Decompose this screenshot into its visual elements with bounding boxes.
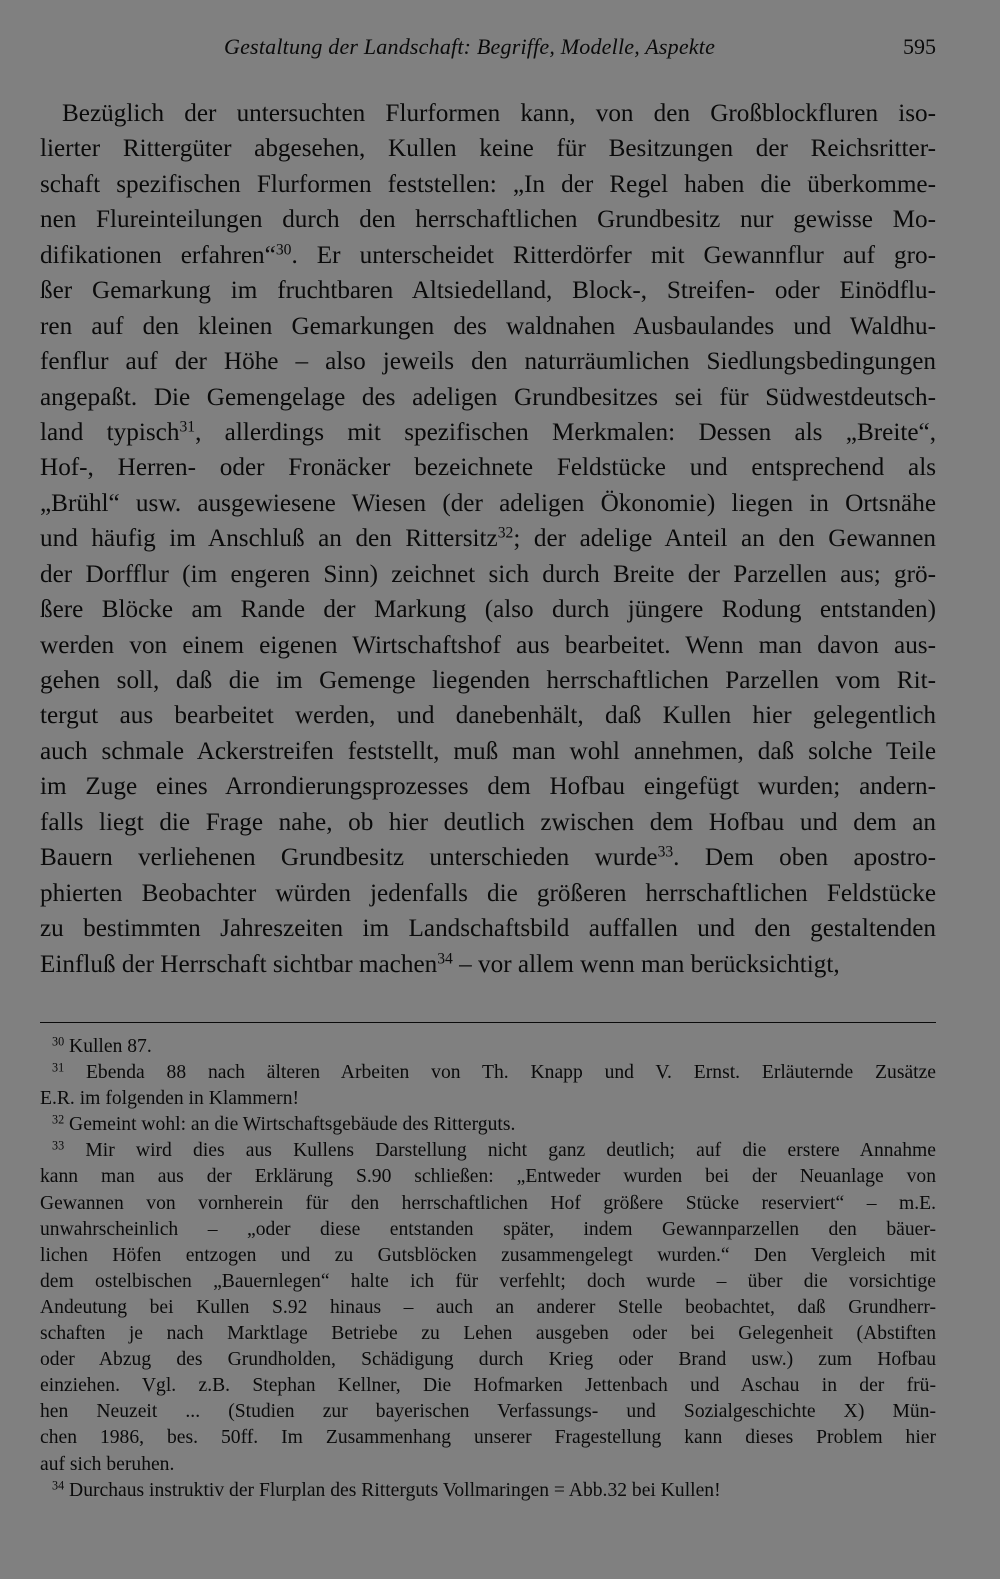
body-line [40,167,936,202]
footnote-marker: 33 [52,1138,65,1153]
text-run: Mir wird dies aus Kullens Darstellung nicht ganz deutlich; auf die erstere Annahme [64,1140,936,1162]
body-line [40,486,936,521]
text-run: – vor allem wenn man berücksichtigt, [452,950,840,978]
body-line [40,131,936,166]
body-line [40,380,936,415]
footnote-marker: 32 [52,1112,65,1127]
footnote-line [40,1452,936,1478]
body-line [40,592,936,627]
text-run: angepaßt. Die Gemengelage des adeligen Grundbesitzes sei für Südwestdeutsch- [40,383,936,411]
text-run: gehen soll, daß die im Gemenge liegenden herrschaftlichen Parzellen vom Rit- [40,667,936,694]
body-line [40,557,936,592]
footnote-marker: 30 [52,1034,65,1049]
body-line [40,876,936,911]
footnote-line [40,1243,936,1269]
footnote-line [40,1060,936,1086]
body-line [40,628,936,663]
text-run: schaften je nach Marktlage Betriebe zu Lehen ausgeben oder bei Gelegenheit (Abstiften [40,1323,936,1345]
text-run: nen Flureinteilungen durch den herrschaftlichen Grundbesitz nur gewisse Mo- [40,206,936,234]
text-run: der Dorfflur (im engeren Sinn) zeichnet sich durch Breite der Parzellen aus; grö- [40,560,936,588]
text-run: zu bestimmten Jahreszeiten im Landschaftsbild auffallen und den gestaltenden [40,915,936,943]
text-run: auf sich beruhen. [40,1453,175,1475]
text-run: werden von einem eigenen Wirtschaftshof aus bearbeitet. Wenn man davon aus- [40,631,936,659]
text-run: oder Abzug des Grundholden, Schädigung durch Krieg oder Brand usw.) zum Hofbau [40,1349,936,1371]
text-run: „Brühl“ usw. ausgewiesene Wiesen (der adeligen Ökonomie) liegen in Ortsnähe [40,489,936,517]
body-line [40,309,936,344]
footnote-marker: 34 [437,949,453,967]
footnote-line [40,1217,936,1243]
text-run: Kullen 87. [64,1036,152,1057]
footnote-line [40,1478,936,1504]
body-line [40,663,936,698]
text-run: Bezüglich der untersuchten Flurformen kann, von den Großblockfluren iso- [62,100,936,127]
text-run: fenflur auf der Höhe – also jeweils den naturräumlichen Siedlungsbedingungen [40,348,936,376]
text-run: im Zuge eines Arrondierungsprozesses dem Hofbau eingefügt wurden; andern- [40,773,936,801]
body-line [40,840,936,875]
body-line [40,273,936,308]
footnote-line [40,1269,936,1295]
text-run: ; der adelige Anteil an den Gewannen [513,525,936,553]
text-run: ren auf den kleinen Gemarkungen des waldnahen Ausbaulandes und Waldhu- [40,312,936,340]
footnote-marker: 30 [275,241,292,259]
text-run: einziehen. Vgl. z.B. Stephan Kellner, Die Hofmarken Jettenbach und Aschau in der frü- [40,1375,936,1397]
footnote-marker: 32 [497,524,514,542]
page-number: 595 [903,34,936,59]
text-run: auch schmale Ackerstreifen feststellt, muß man wohl annehmen, daß solche Teile [40,737,936,765]
body-line [40,521,936,556]
text-run: Bauern verliehenen Grundbesitz unterschieden wurde [40,844,658,872]
text-run: E.R. im folgenden in Klammern! [40,1088,300,1110]
text-run: unwahrscheinlich – „oder diese entstanden später, indem Gewannparzellen den bäuer- [40,1218,936,1240]
footnote-line [40,1138,936,1164]
body-text [40,96,936,982]
footnote-marker: 34 [52,1477,65,1492]
footnotes [40,1034,936,1504]
body-line [40,698,936,733]
footnote-marker: 33 [657,843,674,861]
body-line [40,911,936,946]
body-line [40,769,936,804]
text-run: ßere Blöcke am Rande der Markung (also durch jüngere Rodung entstanden) [40,596,936,624]
footnote-line [40,1112,936,1138]
body-line [40,238,936,273]
footnote-line [40,1399,936,1425]
text-run: Gemeint wohl: an die Wirtschaftsgebäude des Ritterguts. [64,1114,516,1136]
body-line [40,947,936,982]
running-head [40,34,936,68]
text-run: ßer Gemarkung im fruchtbaren Altsiedelland, Block-, Streifen- oder Einödflu- [40,277,936,305]
text-run: lichen Höfen entzogen und zu Gutsblöcken zusammengelegt wurden.“ Den Vergleich mit [40,1244,936,1266]
footnote-separator-rule [40,1022,936,1023]
text-run: tergut aus bearbeitet werden, und danebenhält, daß Kullen hier gelegentlich [40,702,936,730]
body-line [40,734,936,769]
text-run: land typisch [40,418,180,446]
text-run: Gewannen von vornherein für den herrschaftlichen Hof größere Stücke reserviert“ – m.E. [40,1192,936,1214]
footnote-line [40,1425,936,1451]
body-line [40,344,936,379]
footnote-line [40,1347,936,1373]
text-run: phierten Beobachter würden jedenfalls die größeren herrschaftlichen Feldstücke [40,879,936,907]
text-run: falls liegt die Frage nahe, ob hier deutlich zwischen dem Hofbau und dem an [40,808,936,836]
footnote-line [40,1373,936,1399]
text-run: Ebenda 88 nach älteren Arbeiten von Th. Knapp und V. Ernst. Erläuternde Zusätze [64,1062,936,1084]
footnote-line [40,1191,936,1217]
text-run: dem ostelbischen „Bauernlegen“ halte ich für verfehlt; doch wurde – über die vorsichtige [40,1270,936,1292]
running-title: Gestaltung der Landschaft: Begriffe, Modelle, Aspekte [224,34,716,59]
text-run: und häufig im Anschluß an den Rittersitz [40,525,498,553]
text-run: lierter Rittergüter abgesehen, Kullen keine für Besitzungen der Reichsritter- [40,135,936,163]
footnote-marker: 31 [52,1060,65,1075]
footnote-line [40,1321,936,1347]
body-line [40,202,936,237]
body-line [40,96,936,131]
text-run: . Dem oben apostro- [673,844,936,872]
body-line [40,805,936,840]
footnote-line [40,1164,936,1190]
text-run: Hof-, Herren- oder Fronäcker bezeichnete Feldstücke und entsprechend als [40,454,936,482]
text-run: Einfluß der Herrschaft sichtbar machen [40,950,438,978]
text-run: kann man aus der Erklärung S.90 schließen: „Entweder wurden bei der Neuanlage von [40,1166,936,1188]
text-run: Durchaus instruktiv der Flurplan des Ritterguts Vollmaringen = Abb.32 bei Kullen! [64,1479,721,1501]
footnote-line [40,1295,936,1321]
text-run: Andeutung bei Kullen S.92 hinaus – auch an anderer Stelle beobachtet, daß Grundherr- [40,1296,936,1318]
footnote-line [40,1034,936,1060]
text-run: difikationen erfahren“ [40,241,276,269]
text-run: hen Neuzeit ... (Studien zur bayerischen Verfassungs- und Sozialgeschichte X) Mün- [40,1401,936,1423]
text-run: . Er unterscheidet Ritterdörfer mit Gewannflur auf gro- [291,241,936,269]
text-run: chen 1986, bes. 50ff. Im Zusammenhang unserer Fragestellung kann dieses Problem hier [40,1427,936,1449]
footnote-marker: 31 [179,418,196,436]
text-run: schaft spezifischen Flurformen feststellen: „In der Regel haben die überkomme- [40,170,936,198]
body-line [40,415,936,450]
text-run: , allerdings mit spezifischen Merkmalen: Dessen als „Breite“, [195,418,937,446]
footnote-line [40,1086,936,1112]
body-line [40,450,936,485]
